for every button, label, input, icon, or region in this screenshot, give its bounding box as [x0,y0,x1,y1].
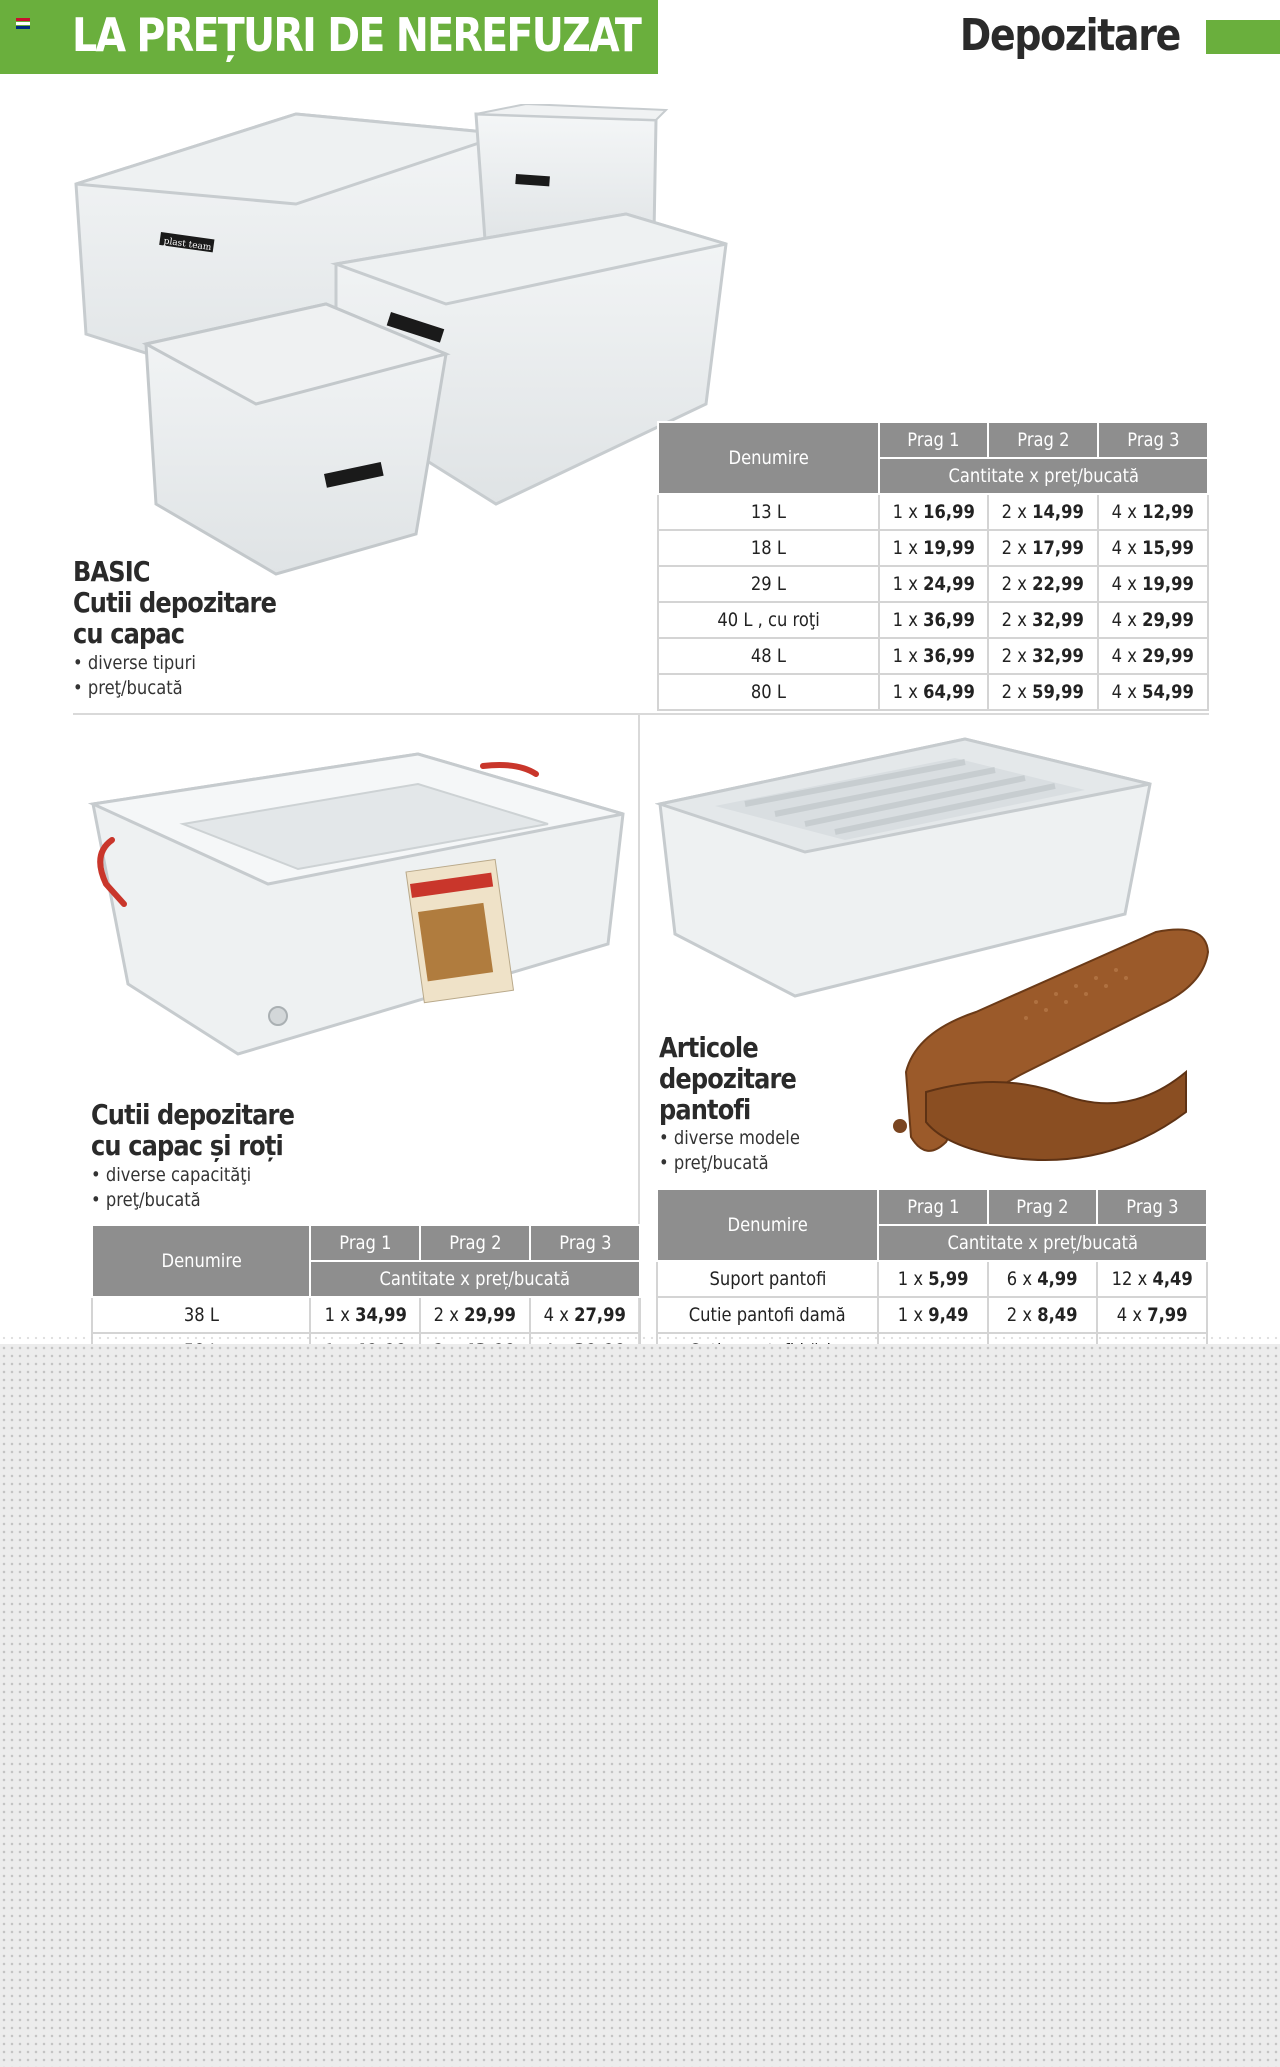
table-row: Suport pantofi 1 x 5,99 6 x 4,99 12 x 4,49 [657,1261,1207,1297]
subheader: Cantitate x preț/bucată [879,458,1208,494]
table-row: 18 L 1 x 19,99 2 x 17,99 4 x 15,99 [658,530,1208,566]
product3-title-line2: depozitare [659,1062,796,1095]
category-title: Depozitare [959,10,1180,61]
product3-title-line1: Articole [659,1031,758,1064]
col-prag3: Prag 3 [1098,422,1208,458]
col-prag1: Prag 1 [878,1189,987,1225]
product1-brand: BASIC [73,555,150,588]
col-prag2: Prag 2 [988,1189,1097,1225]
flag-icon [16,18,30,30]
table-row: Cutie pantofi damă 1 x 9,49 2 x 8,49 4 x 7,99 [657,1297,1207,1333]
header-title: LA PREȚURI DE NEREFUZAT [72,8,641,62]
table-row: 40 L , cu roţi 1 x 36,99 2 x 32,99 4 x 29,99 [658,602,1208,638]
product3-bullet1: • diverse modele [659,1127,800,1149]
brand-label: plast team [163,236,212,254]
col-denumire: Denumire [658,422,879,494]
dotted-overlay [0,1344,1280,2067]
table-row: 13 L 1 x 16,99 2 x 14,99 4 x 12,99 [658,494,1208,530]
col-prag3: Prag 3 [530,1225,640,1261]
product2-title-line2: cu capac și roți [91,1129,283,1162]
table-row: 80 L 1 x 64,99 2 x 59,99 4 x 54,99 [658,674,1208,710]
col-denumire: Denumire [92,1225,310,1297]
product2-bullet1: • diverse capacităţi [91,1164,252,1186]
product1-bullet2: • preţ/bucată [73,677,183,699]
product3-title-line3: pantofi [659,1093,751,1126]
product1-title-line1: Cutii depozitare [73,586,277,619]
col-denumire: Denumire [657,1189,878,1261]
section-divider [73,713,1209,715]
subheader: Cantitate x preț/bucată [310,1261,640,1297]
product2-bullet2: • preţ/bucată [91,1189,201,1211]
col-prag1: Prag 1 [879,422,989,458]
subheader: Cantitate x preț/bucată [878,1225,1207,1261]
col-prag2: Prag 2 [988,422,1098,458]
product2-title-line1: Cutii depozitare [91,1098,295,1131]
table-row: 38 L 1 x 34,99 2 x 29,99 4 x 27,99 [92,1297,640,1333]
table-row: 48 L 1 x 36,99 2 x 32,99 4 x 29,99 [658,638,1208,674]
header-banner [0,0,658,74]
storage-boxes-image [66,104,746,584]
col-prag1: Prag 1 [310,1225,420,1261]
wheeled-box-image [88,744,628,1064]
category-accent-bar [1206,20,1280,54]
product3-bullet2: • preţ/bucată [659,1152,769,1174]
col-prag2: Prag 2 [420,1225,530,1261]
product1-price-table [657,421,1209,711]
shoe-rack-image [886,922,1216,1172]
product1-title-line2: cu capac [73,617,185,650]
table-row: 29 L 1 x 24,99 2 x 22,99 4 x 19,99 [658,566,1208,602]
col-prag3: Prag 3 [1097,1189,1207,1225]
product1-bullet1: • diverse tipuri [73,652,196,674]
